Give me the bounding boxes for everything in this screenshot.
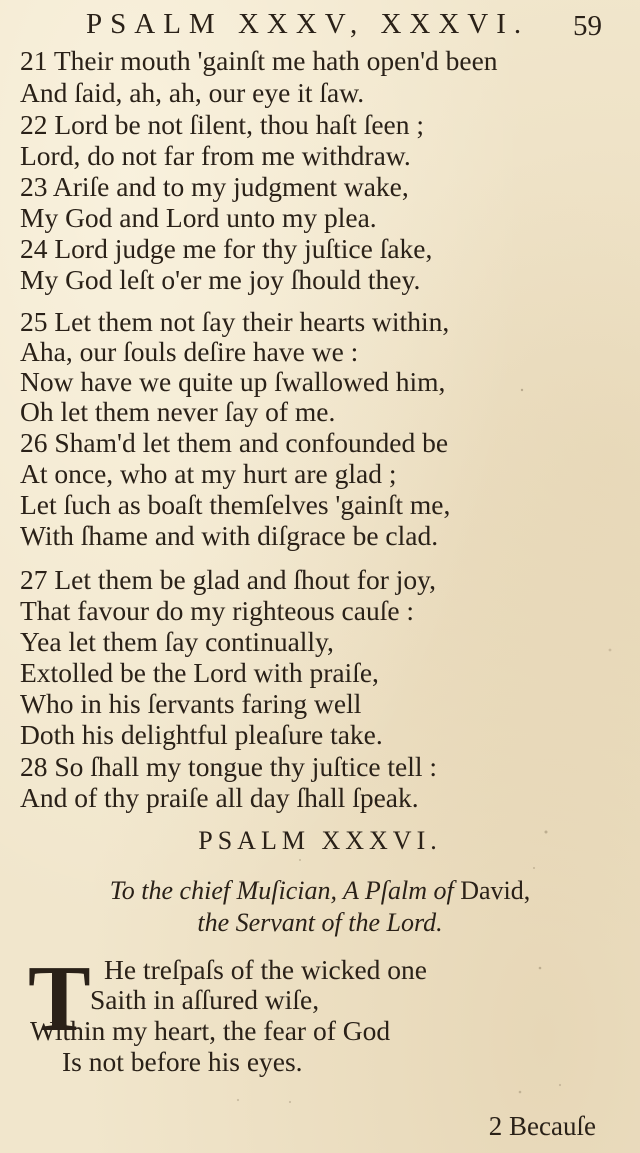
drop-capital: T bbox=[28, 947, 91, 1051]
verse-line: Let ſuch as boaſt themſelves 'gainſt me, bbox=[20, 489, 451, 520]
verse-line: 24 Lord judge me for thy juſtice ſake, bbox=[20, 233, 433, 264]
verse-line: 21 Their mouth 'gainſt me hath open'd been bbox=[20, 45, 498, 76]
verse-line: 23 Ariſe and to my judgment wake, bbox=[20, 171, 409, 202]
running-header bbox=[86, 4, 606, 48]
page-number: 59 bbox=[573, 10, 602, 42]
superscription-italic: To the chief Muſician, A Pſalm of bbox=[109, 876, 454, 905]
verse-line: Within my heart, the fear of God bbox=[30, 1015, 391, 1046]
verse-line: Doth his delightful pleaſure take. bbox=[20, 719, 383, 750]
catchword: 2 Becauſe bbox=[488, 1111, 596, 1141]
verse-line: Lord, do not far from me withdraw. bbox=[20, 140, 411, 171]
verse-line: Extolled be the Lord with praiſe, bbox=[20, 657, 379, 688]
verse-line: And of thy praiſe all day ſhall ſpeak. bbox=[20, 782, 419, 813]
verse-line: At once, who at my hurt are glad ; bbox=[20, 458, 397, 489]
verse-line: Who in his ſervants faring well bbox=[20, 688, 362, 719]
psalm-heading: PSALM XXXVI. bbox=[198, 826, 442, 855]
verse-line: And ſaid, ah, ah, our eye it ſaw. bbox=[20, 77, 365, 108]
verse-line: Saith in aſſured wiſe, bbox=[90, 984, 320, 1015]
verse-line: With ſhame and with diſgrace be clad. bbox=[20, 520, 439, 551]
verse-line: 28 So ſhall my tongue thy juſtice tell : bbox=[20, 751, 438, 782]
superscription-david: David, bbox=[460, 876, 531, 905]
verse-line: My God and Lord unto my plea. bbox=[20, 202, 377, 233]
psalm-superscription-line2: the Servant of the Lord. bbox=[197, 908, 443, 937]
verse-line: Aha, our ſouls deſire have we : bbox=[20, 336, 359, 367]
psalm-superscription bbox=[0, 876, 640, 906]
verse-line: 27 Let them be glad and ſhout for joy, bbox=[20, 564, 436, 595]
verse-line: 26 Sham'd let them and confounded be bbox=[20, 427, 449, 458]
verse-line: 22 Lord be not ſilent, thou haſt ſeen ; bbox=[20, 109, 425, 140]
verse-line: Now have we quite up ſwallowed him, bbox=[20, 366, 446, 397]
verse-line: Is not before his eyes. bbox=[62, 1046, 303, 1077]
verse-line: My God leſt o'er me joy ſhould they. bbox=[20, 264, 421, 295]
verse-line: He treſpaſs of the wicked one bbox=[104, 954, 428, 985]
verse-line: Yea let them ſay continually, bbox=[20, 626, 334, 657]
verse-line: Oh let them never ſay of me. bbox=[20, 396, 336, 427]
verse-line: 25 Let them not ſay their hearts within, bbox=[20, 306, 450, 337]
verse-line: That favour do my righteous cauſe : bbox=[20, 595, 415, 626]
running-title: PSALM XXXV, XXXVI. bbox=[86, 8, 530, 40]
